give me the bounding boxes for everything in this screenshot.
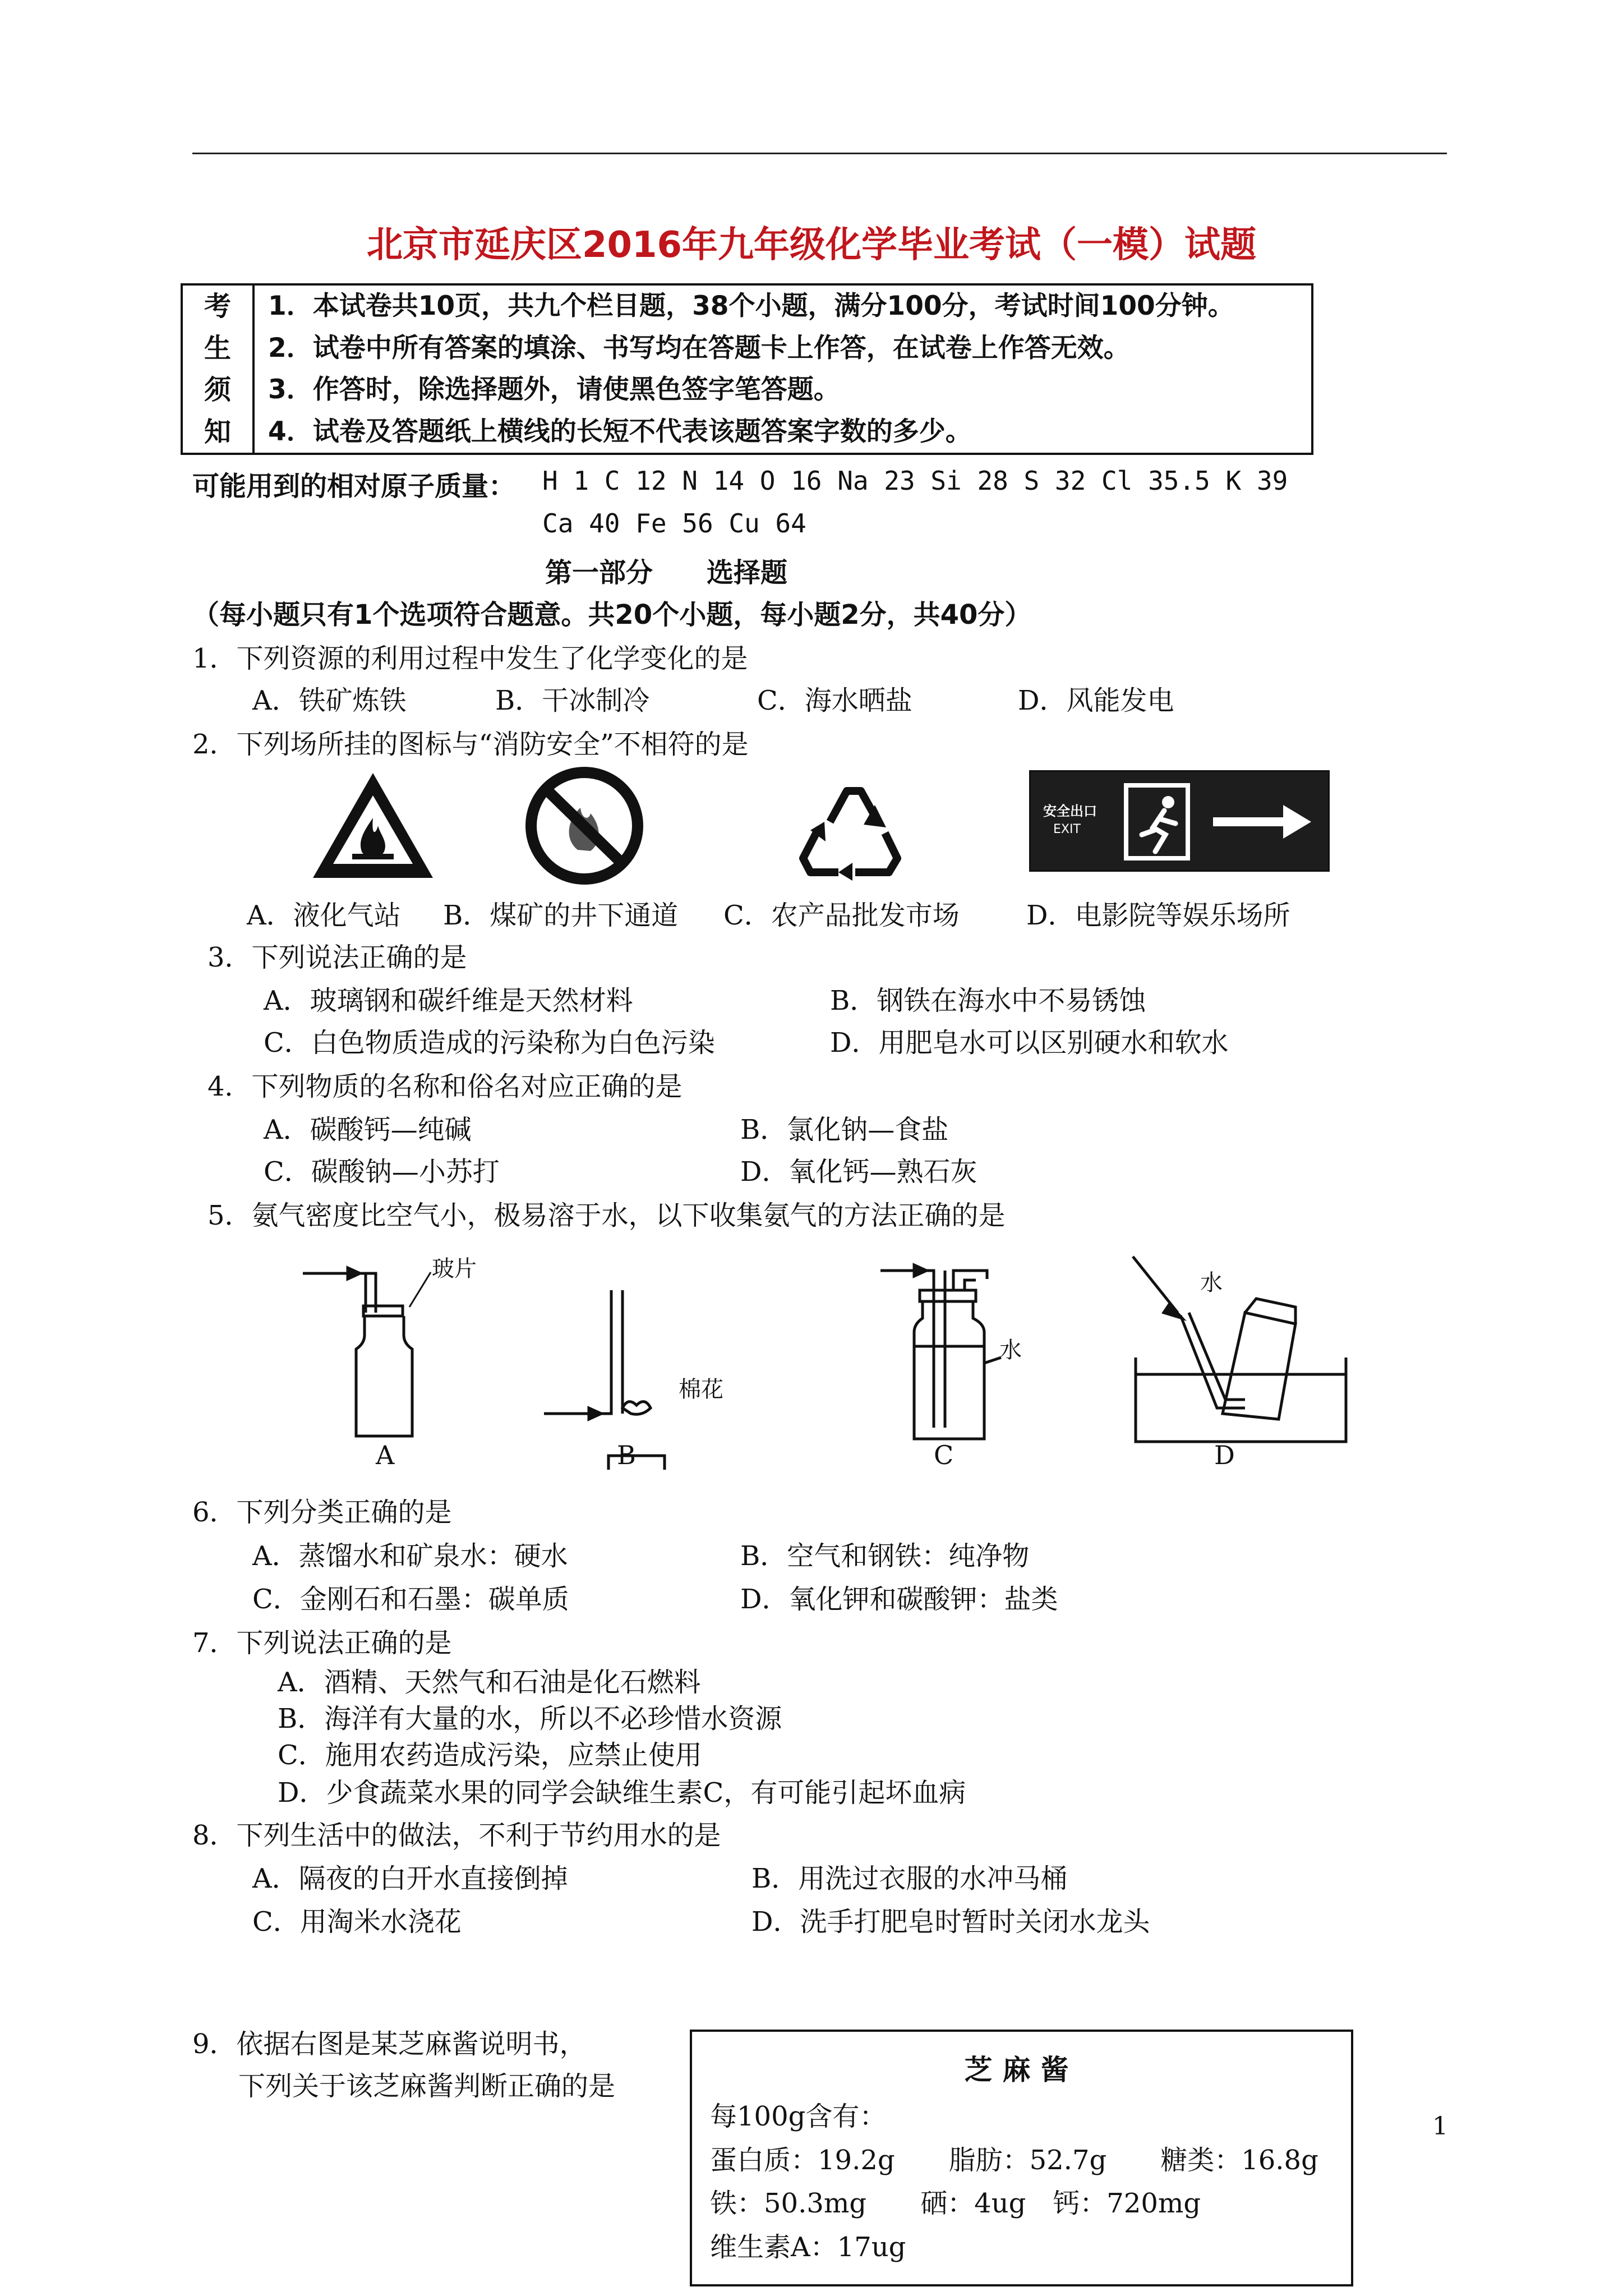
label-row3: 维生素A：17ug xyxy=(710,2231,906,2263)
part1-instruction: （每小题只有1个选项符合题意。共20个小题，每小题2分，共40分） xyxy=(192,599,1032,631)
label-row1: 蛋白质：19.2g 脂肪：52.7g 糖类：16.8g xyxy=(710,2145,1318,2176)
notice-item: 3．作答时，除选择题外，请使黑色签字笔答题。 xyxy=(268,374,840,405)
q5-label-b: B xyxy=(617,1440,636,1470)
atomic-mass-line1: H 1 C 12 N 14 O 16 Na 23 Si 28 S 32 Cl 35.5 K 39 xyxy=(542,466,1288,496)
q5-label-c: C xyxy=(934,1440,954,1470)
flammable-warning-icon xyxy=(308,769,437,884)
q2-option-b: B．煤矿的井下通道 xyxy=(443,900,679,931)
q9-stem-line2: 下列关于该芝麻酱判断正确的是 xyxy=(238,2070,616,2102)
part1-heading: 第一部分 选择题 xyxy=(545,557,788,588)
notice-box xyxy=(181,283,1313,455)
q8-option-b: B．用洗过衣服的水冲马桶 xyxy=(751,1863,1068,1894)
label-row2: 铁：50.3mg 硒：4ug 钙：720mg xyxy=(710,2188,1201,2219)
exit-sign-cn: 安全出口 xyxy=(1043,803,1097,819)
q8-option-a: A．隔夜的白开水直接倒掉 xyxy=(252,1863,568,1894)
q8-stem: 8．下列生活中的做法，不利于节约用水的是 xyxy=(192,1820,721,1851)
exit-sign-en: EXIT xyxy=(1053,822,1081,836)
q4-stem: 4．下列物质的名称和俗名对应正确的是 xyxy=(208,1071,683,1102)
atomic-mass-label: 可能用到的相对原子质量： xyxy=(192,471,516,502)
exam-title: 北京市延庆区2016年九年级化学毕业考试（一模）试题 xyxy=(366,224,1257,266)
q8-option-d: D．洗手打肥皂时暂时关闭水龙头 xyxy=(751,1906,1150,1938)
q7-option-c: C．施用农药造成污染，应禁止使用 xyxy=(278,1740,702,1771)
label-title: 芝麻酱 xyxy=(964,2054,1079,2086)
page-number: 1 xyxy=(1432,2112,1448,2141)
q6-stem: 6．下列分类正确的是 xyxy=(192,1497,452,1528)
sesame-paste-label xyxy=(690,2030,1353,2286)
recycle-icon xyxy=(791,769,911,884)
q5-cotton-label: 棉花 xyxy=(679,1377,723,1402)
safety-exit-sign xyxy=(1029,770,1330,872)
q3-option-d: D．用肥皂水可以区别硬水和软水 xyxy=(830,1027,1229,1059)
notice-item: 1．本试卷共10页，共九个栏目题，38个小题，满分100分，考试时间100分钟。 xyxy=(268,291,1234,321)
notice-heading: 考 生 须 知 xyxy=(182,284,253,454)
label-per-100g: 每100g含有： xyxy=(710,2101,887,2132)
q1-option-a: A．铁矿炼铁 xyxy=(252,685,407,716)
q2-option-d: D．电影院等娱乐场所 xyxy=(1026,900,1290,931)
q9-stem-line1: 9．依据右图是某芝麻酱说明书， xyxy=(192,2028,587,2060)
q1-option-d: D．风能发电 xyxy=(1018,685,1174,716)
gas-collection-apparatus xyxy=(292,1245,1413,1470)
q4-option-d: D．氧化钙—熟石灰 xyxy=(740,1156,978,1188)
no-fire-icon xyxy=(524,766,645,886)
q4-option-a: A．碳酸钙—纯碱 xyxy=(264,1114,472,1145)
q4-option-b: B．氯化钠—食盐 xyxy=(740,1114,949,1145)
q1-stem: 1．下列资源的利用过程中发生了化学变化的是 xyxy=(192,643,748,674)
atomic-mass-line2: Ca 40 Fe 56 Cu 64 xyxy=(542,508,806,539)
exit-runner-arrow-icon xyxy=(1115,780,1322,864)
q1-option-b: B．干冰制冷 xyxy=(495,685,650,716)
q8-option-c: C．用淘米水浇花 xyxy=(252,1906,462,1938)
q5-label-a: A xyxy=(376,1440,395,1470)
q4-option-c: C．碳酸钠—小苏打 xyxy=(264,1156,500,1188)
q6-option-a: A．蒸馏水和矿泉水：硬水 xyxy=(252,1540,568,1572)
q2-option-a: A．液化气站 xyxy=(247,900,401,931)
q7-option-a: A．酒精、天然气和石油是化石燃料 xyxy=(278,1667,701,1698)
q6-option-d: D．氧化钾和碳酸钾：盐类 xyxy=(740,1584,1058,1615)
notice-item: 2．试卷中所有答案的填涂、书写均在答题卡上作答，在试卷上作答无效。 xyxy=(268,332,1130,364)
q7-option-b: B．海洋有大量的水，所以不必珍惜水资源 xyxy=(278,1703,782,1734)
q6-option-c: C．金刚石和石墨：碳单质 xyxy=(252,1584,569,1615)
header-rule xyxy=(192,153,1447,154)
q7-stem: 7．下列说法正确的是 xyxy=(192,1627,452,1659)
q2-option-c: C．农产品批发市场 xyxy=(723,900,960,931)
q5-water-label-d: 水 xyxy=(1200,1270,1223,1296)
q3-option-b: B．钢铁在海水中不易锈蚀 xyxy=(830,985,1146,1016)
q3-stem: 3．下列说法正确的是 xyxy=(208,942,467,973)
q5-glass-label: 玻片 xyxy=(432,1256,477,1282)
notice-item: 4．试卷及答题纸上横线的长短不代表该题答案字数的多少。 xyxy=(268,416,972,447)
q3-option-a: A．玻璃钢和碳纤维是天然材料 xyxy=(264,985,633,1016)
q5-water-label-c: 水 xyxy=(999,1337,1022,1363)
q1-option-c: C．海水晒盐 xyxy=(757,685,912,716)
q3-option-c: C．白色物质造成的污染称为白色污染 xyxy=(264,1027,715,1059)
q6-option-b: B．空气和钢铁：纯净物 xyxy=(740,1540,1030,1572)
q2-stem: 2．下列场所挂的图标与“消防安全”不相符的是 xyxy=(192,729,749,760)
notice-items xyxy=(253,284,1312,454)
q5-label-d: D xyxy=(1214,1440,1235,1470)
q7-option-d: D．少食蔬菜水果的同学会缺维生素C，有可能引起坏血病 xyxy=(278,1777,966,1809)
q5-stem: 5．氨气密度比空气小，极易溶于水，以下收集氨气的方法正确的是 xyxy=(208,1200,1006,1231)
